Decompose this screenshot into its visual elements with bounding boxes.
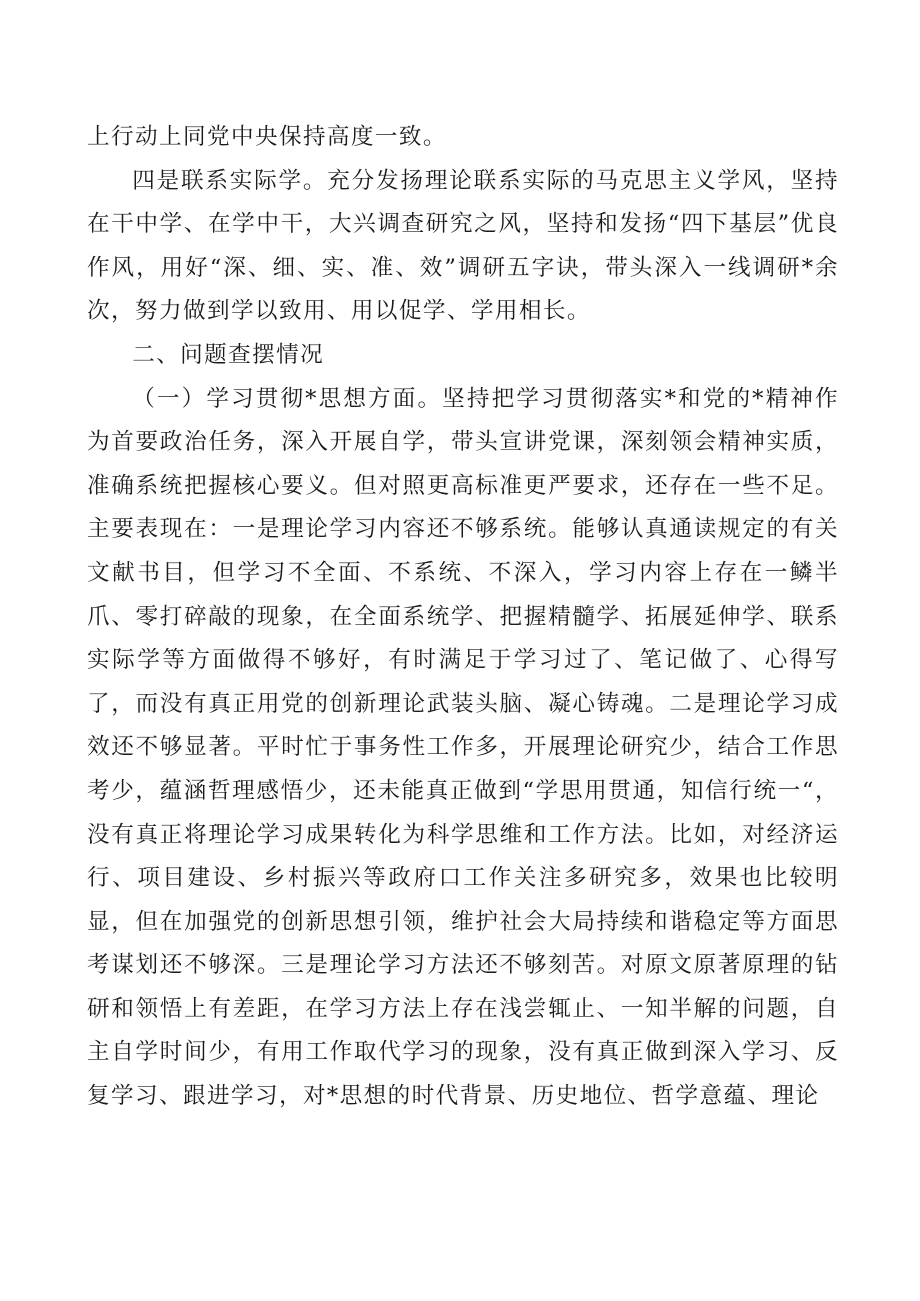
paragraph-study-thought: （一）学习贯彻*思想方面。坚持把学习贯彻落实*和党的*精神作为首要政治任务，深入开展自学，带头宣讲党课，深刻领会精神实质，准确系统把握核心要义。但对照更高标准更严要求，还存在一些不足。主要表现在：一是理论学习内容还不够系统。能够认真通读规定的有关文献书目，但学习不全面、不系统、不深入，学习内容上存在一鳞半爪、零打碎敲的现象，在全面系统学、把握精髓学、拓展延伸学、联系实际学等方面做得不够好，有时满足于学习过了、笔记做了、心得写了，而没有真正用党的创新理论武装头脑、凝心铸魂。二是理论学习成效还不够显著。平时忙于事务性工作多，开展理论研究少，结合工作思考少，蕴涵哲理感悟少，还未能真正做到“学思用贯通，知信行统一“，没有真正将理论学习成果转化为科学思维和工作方法。比如，对经济运行、项目建设、乡村振兴等政府口工作关注多研究多，效果也比较明显，但在加强党的创新思想引领，维护社会大局持续和谐稳定等方面思考谋划还不够深。三是理论学习方法还不够刻苦。对原文原著原理的钻研和领悟上有差距，在学习方法上存在浅尝辄止、一知半解的问题，自主自学时间少，有用工作取代学习的现象，没有真正做到深入学习、反复学习、跟进学习，对*思想的时代背景、历史地位、哲学意蕴、理论 [87,385,839,1110]
document-body [87,116,839,1119]
paragraph-study-with-practice: 四是联系实际学。充分发扬理论联系实际的马克思主义学风，坚持在干中学、在学中干，大兴调查研究之风，坚持和发扬“四下基层”优良作风，用好“深、细、实、准、效”调研五字诀，带头深入一线调研*余次，努力做到学以致用、用以促学、学用相长。 [87,167,839,325]
section-heading-problems: 二、问题查摆情况 [132,341,325,368]
paragraph-continuation: 上行动上同党中央保持高度一致。 [87,124,447,150]
